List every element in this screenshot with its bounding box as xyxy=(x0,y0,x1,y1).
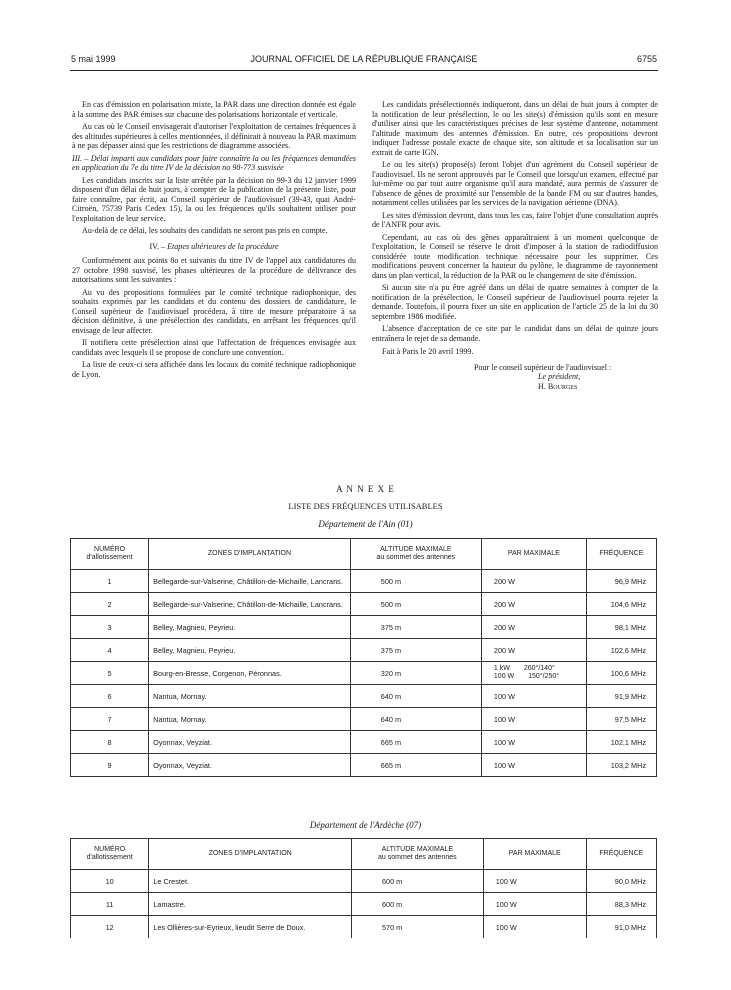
cell-alt: 600 m xyxy=(351,870,483,893)
cell-zone: Nantua, Mornay. xyxy=(149,708,351,731)
cell-freq: 103,2 MHz xyxy=(586,754,656,777)
date-line: Fait à Paris le 20 avril 1999. xyxy=(382,347,474,356)
cell-par-directional xyxy=(481,662,586,685)
table-header-row xyxy=(71,539,657,570)
header-alt xyxy=(350,539,481,570)
cell-freq: 98,1 MHz xyxy=(586,616,656,639)
cell-zone: Bourg-en-Bresse, Corgenon, Péronnas. xyxy=(149,662,351,685)
cell-freq: 91,9 MHz xyxy=(586,685,656,708)
section-title: Etapes ultérieures de la procédure xyxy=(167,241,279,251)
par-value: 1 kW xyxy=(493,664,510,672)
header-alt-main: ALTITUDE MAXIMALE xyxy=(381,846,454,853)
cell-alt: 375 m xyxy=(350,616,481,639)
cell-num: 2 xyxy=(71,593,149,616)
cell-alt: 375 m xyxy=(350,639,481,662)
cell-freq: 91,0 MHz xyxy=(586,916,656,939)
cell-par: 100 W xyxy=(481,754,586,777)
left-column xyxy=(72,100,356,382)
cell-num: 12 xyxy=(71,916,149,939)
header-alt-sub: au sommet des antennes xyxy=(376,554,456,561)
cell-freq: 96,9 MHz xyxy=(586,570,656,593)
cell-zone: Lamastre. xyxy=(149,893,352,916)
cell-num: 10 xyxy=(71,870,149,893)
cell-zone: Belley, Magnieu, Peyrieu. xyxy=(149,639,351,662)
paragraph: Au cas où le Conseil envisagerait d'autoriser l'exploitation de certaines fréquences à des altitudes supérieures à celles mentionnées, il définirait à nouveau la PAR maximum à ne pas dépasser ainsi que les restrictions de diagramme associées. xyxy=(72,122,356,150)
annex-title: A N N E X E xyxy=(336,484,395,494)
table-row xyxy=(71,916,657,939)
frequency-table-ardeche xyxy=(70,838,657,938)
cell-freq: 97,5 MHz xyxy=(586,708,656,731)
cell-par: 200 W xyxy=(481,616,586,639)
table-row xyxy=(71,893,657,916)
paragraph: Cependant, au cas où des gênes apparaîtraient à un moment quelconque de l'exploitation, le Conseil se réserve le droit d'imposer à la station de radiodiffusion considérée toute modification technique nécessaire pour les supprimer. Ces modifications peuvent concerner la hauteur du pylône, le diagramme de rayonnement dans un plan vertical, la réduction de la PAR ou le changement de site d'émission. xyxy=(372,232,658,280)
department-heading: Département de l'Ain (01) xyxy=(318,519,413,529)
table-row xyxy=(71,662,657,685)
cell-zone: Le Crestet. xyxy=(149,870,352,893)
cell-num: 5 xyxy=(71,662,149,685)
header-alt xyxy=(351,839,483,870)
annex-subtitle: LISTE DES FRÉQUENCES UTILISABLES xyxy=(288,501,443,511)
paragraph: Les candidats présélectionnés indiqueront, dans un délai de huit jours à compter de la notification de leur présélection, le ou les site(s) d'émission qu'ils sont en mesure d'utiliser ainsi que les caractéristiques précises de leur système d'antenne, notamment l'altitude maximum des antennes d'émission. En outre, ces propositions devront indiquer l'adresse postale exacte de chaque site, son altitude et sa localisation sur un extrait de carte IGN. xyxy=(372,100,658,157)
header-alt-main: ALTITUDE MAXIMALE xyxy=(380,546,452,553)
table-row xyxy=(71,685,657,708)
table-header-row xyxy=(71,839,657,870)
paragraph: Il notifiera cette présélection ainsi que l'affectation de fréquences envisagée aux candidats avec lesquels il se propose de conclure une convention. xyxy=(72,338,356,357)
signature-block xyxy=(372,363,658,392)
cell-freq: 100,6 MHz xyxy=(586,662,656,685)
cell-freq: 104,6 MHz xyxy=(586,593,656,616)
cell-num: 11 xyxy=(71,893,149,916)
table-row xyxy=(71,593,657,616)
par-value: 100 W xyxy=(493,673,515,680)
header-par: PAR MAXIMALE xyxy=(481,539,586,570)
header-zones: ZONES D'IMPLANTATION xyxy=(149,839,352,870)
header-num: NUMÉRO d'allotissement xyxy=(71,539,149,570)
paragraph: La liste de ceux-ci sera affichée dans les locaux du comité technique radiophonique de Lyon. xyxy=(72,360,356,379)
paragraph: Conformément aux points 8o et suivants du titre IV de l'appel aux candidatures du 27 octobre 1998 susvisé, les phases ultérieures de la procédure de délivrance des autorisations sont les suivantes : xyxy=(72,256,356,284)
cell-alt: 640 m xyxy=(350,685,481,708)
cell-num: 4 xyxy=(71,639,149,662)
cell-num: 9 xyxy=(71,754,149,777)
table-row xyxy=(71,639,657,662)
par-direction: 260°/140° xyxy=(523,664,555,672)
table-row xyxy=(71,616,657,639)
paragraph: Le ou les site(s) proposé(s) feront l'objet d'un agrément du Conseil supérieur de l'audiovisuel. Ils ne seront approuvés par le Conseil que lorsqu'un examen, effectué par lui-même ou par tout autre organisme qu'il aura mandaté, aura permis de s'assurer de l'absence de gênes de proximité sur l'ensemble de la bande FM ou sur d'autres bandes, notamment celles utilisées par les services de la navigation aérienne (DNA). xyxy=(372,160,658,207)
cell-alt: 500 m xyxy=(350,593,481,616)
paragraph: En cas d'émission en polarisation mixte, la PAR dans une direction donnée est égale à la somme des PAR émises sur chacune des polarisations horizontale et verticale. xyxy=(72,100,356,119)
cell-par: 200 W xyxy=(481,639,586,662)
cell-freq: 88,3 MHz xyxy=(586,893,656,916)
cell-num: 7 xyxy=(71,708,149,731)
cell-freq: 90,0 MHz xyxy=(586,870,656,893)
header-par: PAR MAXIMALE xyxy=(483,839,586,870)
cell-num: 8 xyxy=(71,731,149,754)
cell-zone: Les Ollières-sur-Eyrieux, lieudit Serre de Doux. xyxy=(149,916,352,939)
cell-par: 100 W xyxy=(481,731,586,754)
cell-num: 6 xyxy=(71,685,149,708)
right-column xyxy=(372,100,658,391)
par-line xyxy=(494,665,582,674)
cell-alt: 320 m xyxy=(350,662,481,685)
cell-par: 100 W xyxy=(483,916,586,939)
frequency-table-ain xyxy=(70,538,657,777)
cell-alt: 665 m xyxy=(350,731,481,754)
cell-alt: 600 m xyxy=(351,893,483,916)
section-heading-iv xyxy=(72,242,356,252)
cell-freq: 102,1 MHz xyxy=(586,731,656,754)
cell-alt: 500 m xyxy=(350,570,481,593)
signature-name: H. Bourges xyxy=(538,381,578,391)
paragraph: Les sites d'émission devront, dans tous les cas, faire l'objet d'une consultation auprès de l'ANFR pour avis. xyxy=(372,210,658,229)
header-num: NUMÉRO d'allotissement xyxy=(71,839,149,870)
cell-zone: Oyonnax, Veyziat. xyxy=(149,754,351,777)
signature-preamble: Pour le conseil supérieur de l'audiovisuel : xyxy=(474,362,612,372)
cell-zone: Bellegarde-sur-Valserine, Châtillon-de-Michaille, Lancrans. xyxy=(149,570,351,593)
header-date: 5 mai 1999 xyxy=(71,54,116,64)
table-row xyxy=(71,731,657,754)
cell-par: 100 W xyxy=(481,685,586,708)
cell-par: 100 W xyxy=(483,893,586,916)
cell-zone: Belley, Magnieu, Peyrieu. xyxy=(149,616,351,639)
header-rule xyxy=(70,70,658,71)
cell-zone: Oyonnax, Veyziat. xyxy=(149,731,351,754)
paragraph: Si aucun site n'a pu être agréé dans un délai de quatre semaines à compter de la notification de la présélection, le Conseil supérieur de l'audiovisuel pourra rejeter la demande. Toutefois, il pourra fixer un site en application de l'article 25 de la loi du 30 septembre 1986 modifiée. xyxy=(372,283,658,321)
header-zones: ZONES D'IMPLANTATION xyxy=(149,539,351,570)
section-heading-iii: III. – Délai imparti aux candidats pour faire connaître la ou les fréquences demandées en application du 7e du titre IV de la décision no 98-773 susvisée xyxy=(72,153,356,172)
signature-role: Le président, xyxy=(538,372,581,381)
cell-alt: 570 m xyxy=(351,916,483,939)
cell-freq: 102,6 MHz xyxy=(586,639,656,662)
cell-num: 3 xyxy=(71,616,149,639)
paragraph: L'absence d'acceptation de ce site par le candidat dans un délai de quinze jours entraînera le rejet de sa demande. xyxy=(372,324,658,343)
table-row xyxy=(71,870,657,893)
page-header xyxy=(71,54,657,68)
paragraph: Les candidats inscrits sur la liste arrêtée par la décision no 99-3 du 12 janvier 1999 disposent d'un délai de huit jours, à compter de la publication de la présente liste, pour faire connaître, par écrit, au Conseil supérieur de l'audiovisuel (39-43, quai André-Citroën, 75739 Paris Cedex 15), la ou les fréquences qu'ils souhaitent utiliser pour l'exploitation de leur service. xyxy=(72,175,356,223)
par-line xyxy=(494,673,582,682)
cell-par: 200 W xyxy=(481,570,586,593)
cell-par: 200 W xyxy=(481,593,586,616)
header-freq: FRÉQUENCE xyxy=(586,539,656,570)
cell-zone: Nantua, Mornay. xyxy=(149,685,351,708)
section-number: IV. – xyxy=(149,241,166,251)
cell-par: 100 W xyxy=(481,708,586,731)
table-row xyxy=(71,570,657,593)
table-row xyxy=(71,708,657,731)
header-journal-title: JOURNAL OFFICIEL DE LA RÉPUBLIQUE FRANÇAISE xyxy=(250,54,478,64)
cell-alt: 640 m xyxy=(350,708,481,731)
cell-alt: 665 m xyxy=(350,754,481,777)
cell-zone: Bellegarde-sur-Valserine, Châtillon-de-Michaille, Lancrans. xyxy=(149,593,351,616)
cell-num: 1 xyxy=(71,570,149,593)
cell-par: 100 W xyxy=(483,870,586,893)
department-heading: Département de l'Ardèche (07) xyxy=(309,820,422,830)
header-page-number: 6755 xyxy=(636,54,657,64)
table-row xyxy=(71,754,657,777)
header-freq: FRÉQUENCE xyxy=(586,839,656,870)
paragraph: Au vu des propositions formulées par le comité technique radiophonique, des souhaits exprimés par les candidats et du contenu des dossiers de candidature, le Conseil supérieur de l'audiovisuel procédera, à titre de mesure préparatoire à sa décision définitive, à une présélection des candidats, en arrêtant les fréquences qu'il envisage de leur affecter. xyxy=(72,287,356,335)
header-alt-sub: au sommet des antennes xyxy=(378,854,457,861)
par-direction: 150°/250° xyxy=(528,673,560,680)
paragraph: Au-delà de ce délai, les souhaits des candidats ne seront pas pris en compte. xyxy=(82,226,328,235)
